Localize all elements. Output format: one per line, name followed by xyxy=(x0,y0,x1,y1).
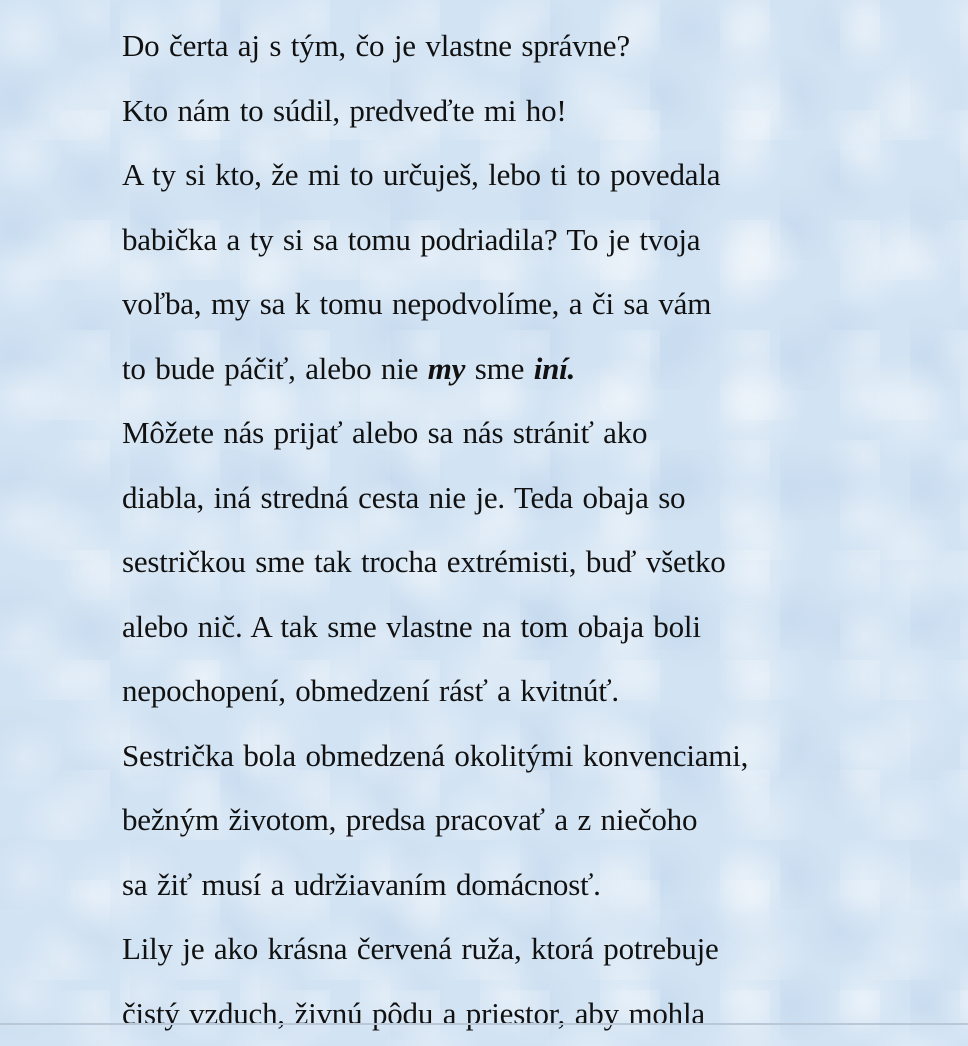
text-line xyxy=(122,917,962,982)
text-line xyxy=(122,982,962,1046)
emphasis-word-my: my xyxy=(428,351,465,386)
text-segment: Do čerta aj s tým, čo je vlastne správne? xyxy=(122,28,630,63)
text-segment: babička a ty si sa tomu podriadila? To je tvoja xyxy=(122,222,700,257)
text-segment: nepochopení, obmedzení rásť a kvitnúť. xyxy=(122,673,619,708)
text-segment: sme xyxy=(465,351,533,386)
text-segment: voľba, my sa k tomu nepodvolíme, a či sa vám xyxy=(122,286,711,321)
text-segment: sestričkou sme tak trocha extrémisti, buď všetko xyxy=(122,544,726,579)
text-segment: Môžete nás prijať alebo sa nás strániť ako xyxy=(122,415,647,450)
text-line xyxy=(122,595,962,660)
poem-text xyxy=(122,14,962,1046)
text-segment: čistý vzduch, živnú pôdu a priestor, aby mohla xyxy=(122,996,705,1031)
text-line xyxy=(122,530,962,595)
text-line xyxy=(122,466,962,531)
text-segment: sa žiť musí a udržiavaním domácnosť. xyxy=(122,867,601,902)
text-line xyxy=(122,79,962,144)
text-line xyxy=(122,401,962,466)
text-line xyxy=(122,208,962,273)
text-line xyxy=(122,272,962,337)
text-segment: A ty si kto, že mi to určuješ, lebo ti to povedala xyxy=(122,157,720,192)
text-line xyxy=(122,659,962,724)
text-segment: Lily je ako krásna červená ruža, ktorá potrebuje xyxy=(122,931,719,966)
text-line xyxy=(122,724,962,789)
text-line xyxy=(122,337,962,402)
text-segment: alebo nič. A tak sme vlastne na tom obaja boli xyxy=(122,609,701,644)
text-line xyxy=(122,143,962,208)
text-segment: Sestrička bola obmedzená okolitými konvenciami, xyxy=(122,738,748,773)
text-line xyxy=(122,788,962,853)
text-segment: diabla, iná stredná cesta nie je. Teda obaja so xyxy=(122,480,685,515)
emphasis-word-ini: iní. xyxy=(534,351,575,386)
text-segment: to bude páčiť, alebo nie xyxy=(122,351,428,386)
text-line xyxy=(122,14,962,79)
text-line xyxy=(122,853,962,918)
text-segment: Kto nám to súdil, predveďte mi ho! xyxy=(122,93,567,128)
text-segment: bežným životom, predsa pracovať a z niečoho xyxy=(122,802,697,837)
